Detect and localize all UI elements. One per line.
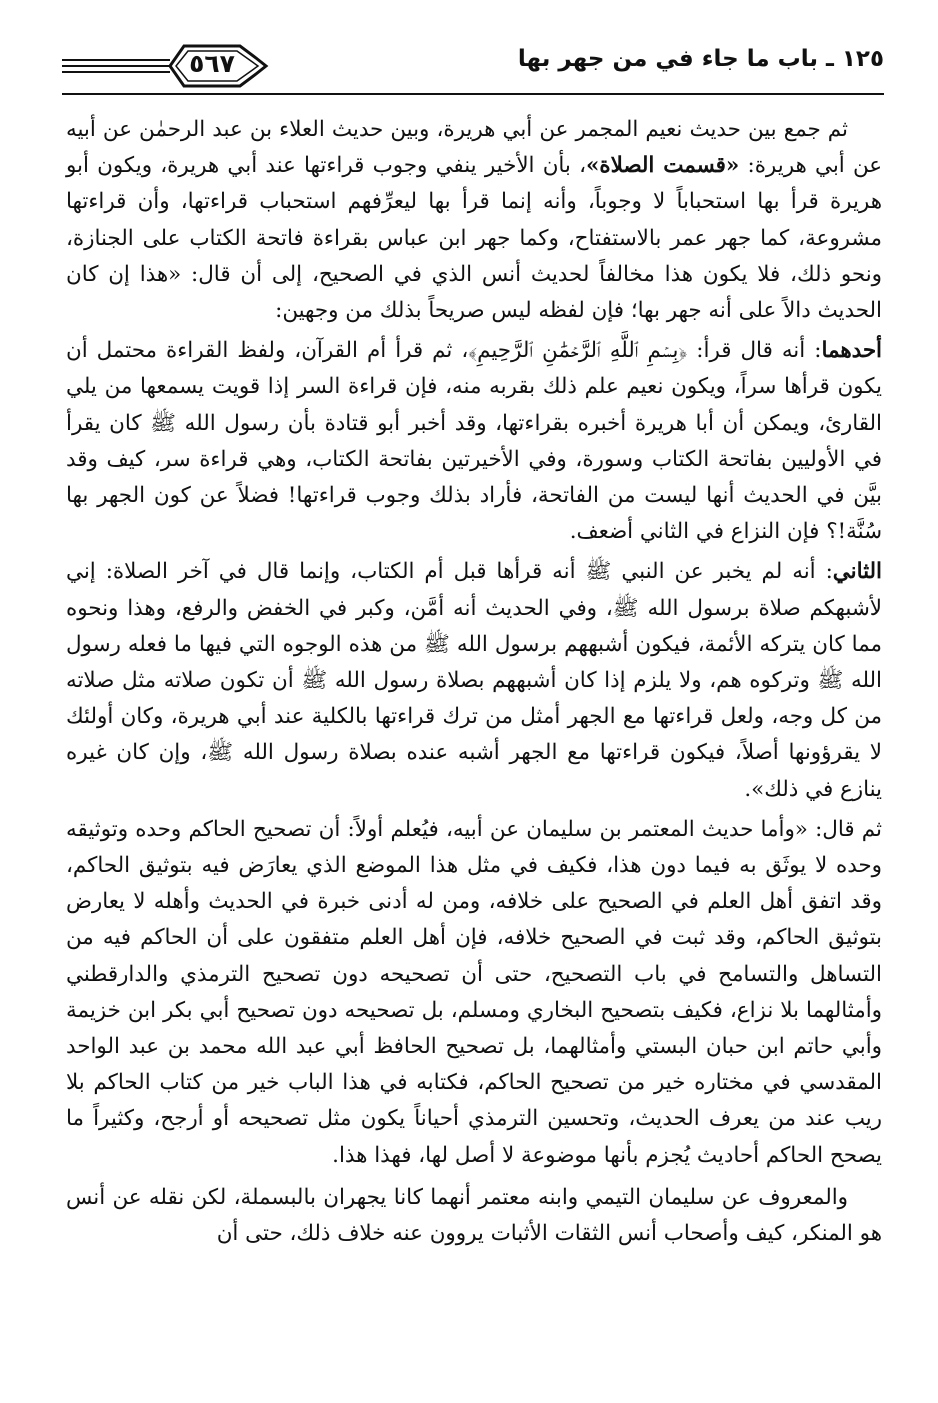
text-run: ، بأن الأخير ينفي وجوب قراءتها عند أبي هريرة، ويكون أبو هريرة قرأ بها استحباباً لا وجوباً، وأنه إنما قرأ بها ليعرِّفهم استحباب قراءتها، وأن قراءتها مشروعة، كما جهر عمر بالاستفتاح، وكما جهر ابن عباس بقراءة فاتحة الكتاب على الجنازة، ونحو ذلك، فلا يكون هذا مخالفاً لحديث أنس الذي في الصحيح، إلى أن قال: «هذا إن كان الحديث دالاً على أنه جهر بها؛ فإن لفظه ليس صريحاً بذلك من وجهين: (66, 153, 882, 324)
paragraph (66, 812, 882, 1174)
paragraph (66, 554, 882, 807)
page-number: ٥٦٧ (189, 49, 235, 78)
text-run: ثم جمع بين حديث نعيم المجمر عن أبي هريرة، وبين حديث العلاء بن عبد الرحمٰن عن أبيه عن أبي هريرة: (66, 117, 882, 179)
page-header (62, 40, 884, 92)
bold-term: الثاني (832, 559, 882, 585)
text-run: والمعروف عن سليمان التيمي وابنه معتمر أنهما كانا يجهران بالبسملة، لكن نقله عن أنس هو المنكر، كيف وأصحاب أنس الثقات الأثبات يروون عنه خلاف ذلك، حتى أن (66, 1184, 882, 1247)
text-run: : أنه لم يخبر عن النبي ﷺ أنه قرأها قبل أم الكتاب، وإنما قال في آخر الصلاة: إني لأشبهكم صلاة برسول الله ﷺ، وفي الحديث أنه أمَّن، وكبر في الخفض والرفع، وهذا ونحوه مما كان يتركه الأئمة، فيكون أشبههم برسول الله ﷺ من هذه الوجوه التي فيها ما فعله رسول الله ﷺ وتركوه هم، ولا يلزم إذا كان أشبههم بصلاة رسول الله ﷺ أن تكون صلاته مثل صلاته من كل وجه، ولعل قراءتها مع الجهر أمثل من ترك قراءتها بالكلية عند أبي هريرة، وكان أولئك لا يقرؤونها أصلاً، فيكون قراءتها مع الجهر أشبه عنده بصلاة رسول الله ﷺ، وإن كان غيره ينازع في ذلك». (66, 559, 882, 802)
text-run: ثم قال: «وأما حديث المعتمر بن سليمان عن أبيه، فيُعلم أولاً: أن تصحيح الحاكم وحده وتوثيقه وحده لا يوثَق به فيما دون هذا، فكيف في مثل هذا الموضع الذي يعارَض فيه بتوثيق الحاكم، وقد اتفق أهل العلم في الصحيح على خلافه، ومن له أدنى خبرة في الحديث وأهله لا يعارض بتوثيق الحاكم، وقد ثبت في الصحيح خلافه، فإن أهل العلم متفقون على أن الحاكم فيه من التساهل والتسامح في باب التصحيح، حتى أن تصحيحه دون تصحيح الترمذي والدارقطني وأمثالهما بلا نزاع، فكيف بتصحيح البخاري ومسلم، بل تصحيحه دون تصحيح أبي بكر ابن خزيمة وأبي حاتم ابن حبان البستي وأمثالهما، بل تصحيح الحافظ أبي عبد الله محمد بن عبد الواحد المقدسي في مختاره خير من تصحيح الحاكم، فكتابه في هذا الباب خير من كتاب الحاكم بلا ريب عند من يعرف الحديث، وتحسين الترمذي أحياناً يكون مثل تصحيحه أو أرجح، وكثيراً ما يصحح الحاكم أحاديث يُجزم بأنها موضوعة لا أصل لها، فهذا هذا. (66, 816, 882, 1168)
bold-term: «قسمت الصلاة» (586, 153, 740, 179)
header-rule (62, 93, 884, 95)
body-text (66, 112, 882, 1256)
paragraph (66, 112, 882, 329)
bold-term: أحدهما (821, 338, 882, 364)
paragraph (66, 1180, 882, 1252)
paragraph (66, 333, 882, 550)
text-run: : أنه قال قرأ: ﴿بِسۡمِ ٱللَّهِ ٱلرَّحۡمَٰنِ ٱلرَّحِيمِ﴾، ثم قرأ أم القرآن، ولفظ القراءة محتمل أن يكون قرأها سراً، ويكون نعيم علم ذلك بقربه منه، فإن قراءة السر إذا قويت يسمعها من يلي القارئ، ويمكن أن أبا هريرة أخبره بقراءتها، وقد أخبر أبو قتادة بأن رسول الله ﷺ كان يقرأ في الأوليين بفاتحة الكتاب وسورة، وفي الأخيرتين بفاتحة الكتاب، وهي قراءة سر، كيف وقد بيَّن في الحديث أنها ليست من الفاتحة، فأراد بذلك وجوب قراءتها! فضلاً عن كون الجهر بها سُنَّة!؟ فإن النزاع في الثاني أضعف. (66, 338, 882, 545)
page-number-ornament (62, 40, 272, 92)
chapter-title: ١٢٥ ـ باب ما جاء في من جهر بها (517, 46, 884, 72)
